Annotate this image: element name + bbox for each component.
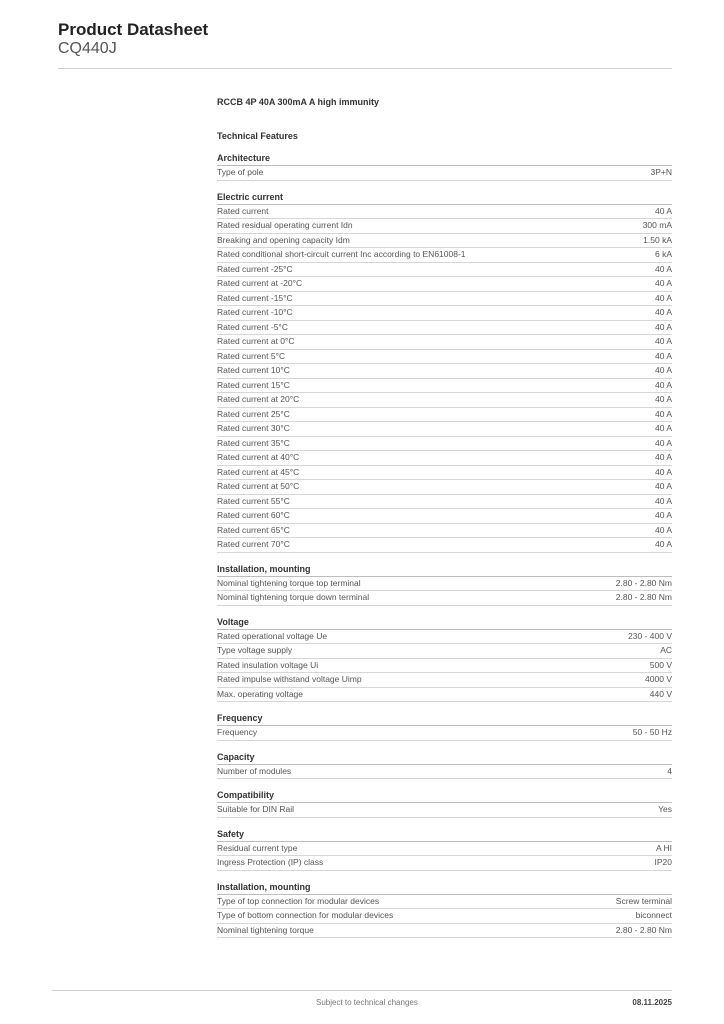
spec-value: 40 A — [654, 466, 672, 477]
section-title: Installation, mounting — [217, 880, 672, 895]
spec-value: 40 A — [654, 263, 672, 274]
spec-row — [217, 350, 672, 365]
spec-value: IP20 — [654, 857, 672, 867]
spec-row — [217, 408, 672, 423]
technical-features-heading: Technical Features — [217, 131, 298, 141]
section-title: Compatibility — [217, 788, 672, 803]
spec-row — [217, 630, 672, 645]
header-divider — [58, 68, 672, 69]
spec-row — [217, 263, 672, 278]
spec-row — [217, 895, 672, 910]
spec-label: Number of modules — [217, 765, 292, 776]
spec-label: Type of bottom connection for modular devices — [217, 910, 394, 920]
spec-row — [217, 538, 672, 553]
spec-value: 40 A — [654, 205, 672, 216]
spec-section — [217, 615, 672, 703]
spec-row — [217, 524, 672, 539]
spec-label: Residual current type — [217, 842, 298, 853]
spec-label: Rated impulse withstand voltage Uimp — [217, 674, 362, 684]
spec-row — [217, 856, 672, 871]
spec-label: Rated current -5°C — [217, 321, 288, 332]
spec-row — [217, 842, 672, 857]
spec-value: 40 A — [654, 336, 672, 346]
feature-sections — [217, 151, 672, 938]
spec-row — [217, 219, 672, 234]
spec-label: Rated current 70°C — [217, 539, 290, 549]
spec-section — [217, 788, 672, 818]
footer-note: Subject to technical changes — [316, 998, 418, 1007]
spec-value: A HI — [655, 842, 672, 853]
spec-row — [217, 364, 672, 379]
spec-label: Rated residual operating current Idn — [217, 220, 353, 230]
spec-value: 440 V — [649, 688, 672, 699]
spec-section — [217, 750, 672, 780]
spec-label: Type voltage supply — [217, 645, 293, 655]
spec-label: Rated current at 50°C — [217, 481, 300, 491]
spec-row — [217, 765, 672, 780]
spec-label: Rated current 10°C — [217, 365, 290, 375]
spec-label: Breaking and opening capacity Idm — [217, 234, 350, 245]
spec-label: Rated current 60°C — [217, 510, 290, 520]
spec-label: Rated operational voltage Ue — [217, 630, 328, 641]
spec-label: Rated current -10°C — [217, 307, 293, 317]
spec-value: AC — [660, 645, 672, 655]
spec-value: 40 A — [654, 524, 672, 535]
spec-value: 4000 V — [645, 674, 672, 684]
product-code: CQ440J — [58, 40, 117, 57]
spec-value: 500 V — [649, 659, 672, 670]
spec-row — [217, 909, 672, 924]
spec-row — [217, 577, 672, 592]
spec-value: Screw terminal — [615, 895, 672, 906]
spec-value: 40 A — [654, 408, 672, 419]
spec-value: 3P+N — [650, 167, 672, 177]
spec-label: Rated current 35°C — [217, 437, 290, 448]
spec-row — [217, 437, 672, 452]
spec-value: 40 A — [654, 437, 672, 448]
spec-row — [217, 248, 672, 263]
spec-label: Rated current 25°C — [217, 408, 290, 419]
spec-value: Yes — [658, 804, 672, 814]
spec-row — [217, 659, 672, 674]
spec-label: Suitable for DIN Rail — [217, 804, 295, 814]
spec-label: Rated current 65°C — [217, 524, 290, 535]
spec-value: 1.50 kA — [643, 234, 672, 245]
spec-value: biconnect — [635, 910, 672, 920]
spec-label: Nominal tightening torque — [217, 924, 314, 935]
spec-value: 40 A — [654, 481, 672, 491]
spec-section — [217, 190, 672, 553]
spec-value: 40 A — [654, 394, 672, 404]
spec-row — [217, 335, 672, 350]
spec-row — [217, 321, 672, 336]
spec-row — [217, 509, 672, 524]
section-title: Safety — [217, 827, 672, 842]
spec-value: 40 A — [654, 495, 672, 506]
spec-row — [217, 688, 672, 703]
spec-label: Frequency — [217, 727, 258, 737]
spec-value: 40 A — [654, 379, 672, 390]
spec-row — [217, 803, 672, 818]
product-name: RCCB 4P 40A 300mA A high immunity — [217, 97, 380, 107]
footer-divider — [52, 990, 672, 991]
spec-label: Rated current at 20°C — [217, 394, 300, 404]
spec-value: 2.80 - 2.80 Nm — [615, 592, 672, 602]
section-title: Architecture — [217, 151, 672, 166]
spec-row — [217, 495, 672, 510]
section-title: Installation, mounting — [217, 562, 672, 577]
spec-row — [217, 277, 672, 292]
spec-label: Rated current -25°C — [217, 263, 293, 274]
spec-label: Rated current at 0°C — [217, 336, 295, 346]
spec-label: Nominal tightening torque down terminal — [217, 592, 370, 602]
spec-label: Rated current 30°C — [217, 423, 290, 433]
spec-value: 40 A — [654, 365, 672, 375]
spec-value: 40 A — [654, 350, 672, 361]
spec-row — [217, 292, 672, 307]
spec-label: Ingress Protection (IP) class — [217, 857, 324, 867]
spec-row — [217, 451, 672, 466]
section-title: Frequency — [217, 711, 672, 726]
document-header — [58, 20, 208, 58]
spec-value: 4 — [667, 765, 672, 776]
spec-label: Type of pole — [217, 167, 264, 177]
spec-label: Rated current — [217, 205, 269, 216]
spec-section — [217, 151, 672, 181]
spec-value: 40 A — [654, 307, 672, 317]
datasheet-content — [217, 95, 672, 938]
spec-row — [217, 726, 672, 741]
spec-label: Rated current 5°C — [217, 350, 286, 361]
spec-value: 2.80 - 2.80 Nm — [615, 924, 672, 935]
spec-section — [217, 711, 672, 741]
spec-row — [217, 673, 672, 688]
spec-row — [217, 924, 672, 939]
spec-value: 2.80 - 2.80 Nm — [615, 577, 672, 588]
spec-row — [217, 234, 672, 249]
spec-value: 230 - 400 V — [628, 630, 672, 641]
spec-row — [217, 591, 672, 606]
spec-row — [217, 480, 672, 495]
spec-label: Rated conditional short-circuit current Inc according to EN61008-1 — [217, 249, 466, 259]
spec-row — [217, 644, 672, 659]
spec-row — [217, 466, 672, 481]
spec-row — [217, 306, 672, 321]
spec-label: Nominal tightening torque top terminal — [217, 577, 361, 588]
spec-section — [217, 880, 672, 939]
spec-label: Rated insulation voltage Ui — [217, 659, 319, 670]
spec-label: Rated current at 40°C — [217, 452, 300, 462]
spec-value: 40 A — [654, 292, 672, 303]
spec-value: 40 A — [654, 510, 672, 520]
spec-row — [217, 393, 672, 408]
spec-label: Rated current -15°C — [217, 292, 293, 303]
spec-row — [217, 422, 672, 437]
spec-value: 40 A — [654, 539, 672, 549]
spec-value: 6 kA — [654, 249, 672, 259]
spec-value: 300 mA — [642, 220, 672, 230]
spec-row — [217, 205, 672, 220]
spec-label: Rated current at 45°C — [217, 466, 300, 477]
spec-label: Rated current at -20°C — [217, 278, 303, 288]
spec-value: 40 A — [654, 321, 672, 332]
spec-label: Max. operating voltage — [217, 688, 303, 699]
spec-label: Rated current 15°C — [217, 379, 290, 390]
spec-value: 50 - 50 Hz — [632, 727, 672, 737]
spec-row — [217, 166, 672, 181]
spec-label: Type of top connection for modular devices — [217, 895, 380, 906]
section-title: Capacity — [217, 750, 672, 765]
footer-date: 08.11.2025 — [632, 998, 672, 1007]
spec-row — [217, 379, 672, 394]
spec-value: 40 A — [654, 278, 672, 288]
section-title: Electric current — [217, 190, 672, 205]
document-title: Product Datasheet — [58, 20, 209, 39]
section-title: Voltage — [217, 615, 672, 630]
spec-value: 40 A — [654, 452, 672, 462]
spec-section — [217, 827, 672, 871]
spec-section — [217, 562, 672, 606]
spec-value: 40 A — [654, 423, 672, 433]
spec-label: Rated current 55°C — [217, 495, 290, 506]
